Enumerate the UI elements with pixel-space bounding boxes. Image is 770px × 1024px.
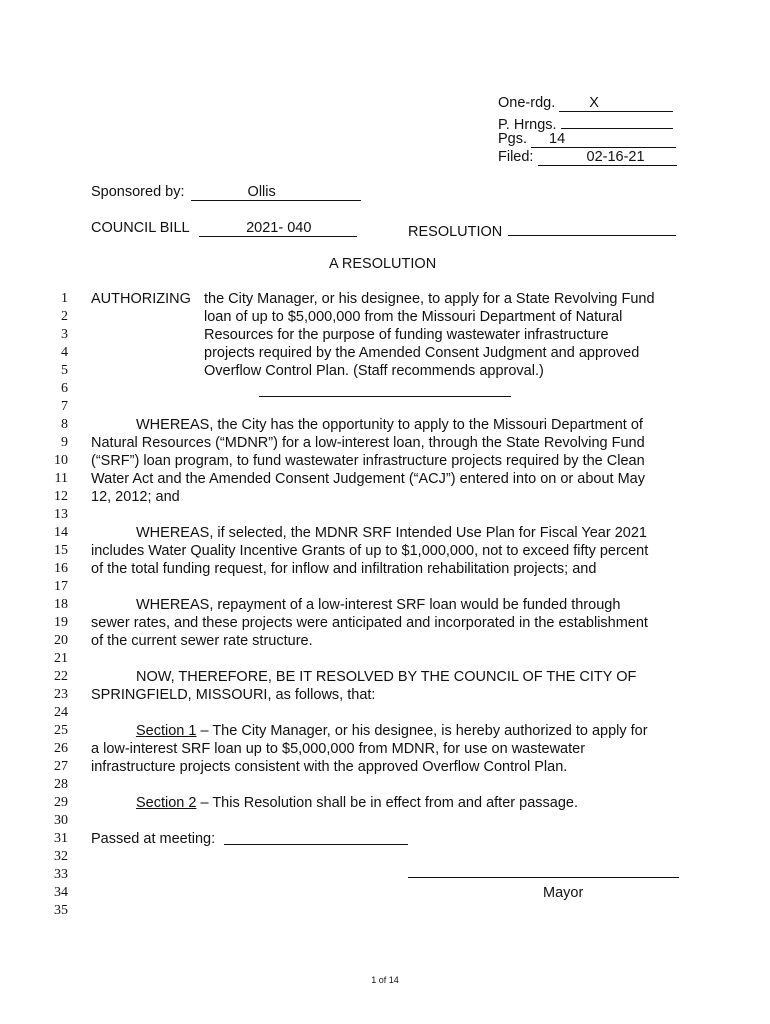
council-bill-label: COUNCIL BILL (91, 220, 190, 236)
line-number: 34 (54, 885, 68, 900)
line-number: 10 (54, 453, 68, 468)
line-number: 23 (54, 687, 68, 702)
line-number: 2 (61, 309, 68, 324)
one-rdg-row (498, 94, 673, 112)
line-number: 4 (61, 345, 68, 360)
resolution-field (508, 219, 676, 236)
line-number: 8 (61, 417, 68, 432)
line-number: 27 (54, 759, 68, 774)
authorizing-line: projects required by the Amended Consent Judgment and approved (204, 345, 640, 361)
line-number: 14 (54, 525, 68, 540)
section-2-line (136, 794, 578, 812)
resolved-line: SPRINGFIELD, MISSOURI, as follows, that: (91, 687, 376, 703)
p-hrngs-field (561, 112, 673, 129)
whereas-1-line: (“SRF”) loan program, to fund wastewater infrastructure projects required by the Clean (91, 453, 645, 469)
whereas-1-line: WHEREAS, the City has the opportunity to apply to the Missouri Department of (136, 417, 643, 433)
authorizing-line: Overflow Control Plan. (Staff recommends approval.) (204, 363, 544, 379)
whereas-2-line: of the total funding request, for inflow and infiltration rehabilitation projects; and (91, 561, 597, 577)
filed-label: Filed: (498, 149, 534, 165)
whereas-3-line: WHEREAS, repayment of a low-interest SRF loan would be funded through (136, 597, 621, 613)
pgs-row (498, 130, 676, 148)
mayor-label: Mayor (543, 885, 584, 901)
filed-value: 02-16-21 (586, 149, 645, 165)
resolved-line: NOW, THEREFORE, BE IT RESOLVED BY THE COUNCIL OF THE CITY OF (136, 669, 637, 685)
line-number: 21 (54, 651, 68, 666)
line-number: 31 (54, 831, 68, 846)
line-number: 33 (54, 867, 68, 882)
council-bill-row (91, 219, 357, 237)
resolution-label: RESOLUTION (408, 224, 503, 240)
line-number: 3 (61, 327, 68, 342)
line-number: 16 (54, 561, 68, 576)
line-number: 35 (54, 903, 68, 918)
sponsor-field (191, 184, 361, 201)
whereas-1-line: Water Act and the Amended Consent Judgement (“ACJ”) entered into on or about May (91, 471, 645, 487)
line-number: 30 (54, 813, 68, 828)
sponsor-label: Sponsored by: (91, 184, 185, 200)
section-1-line: infrastructure projects consistent with the approved Overflow Control Plan. (91, 759, 568, 775)
authorizing-divider (259, 396, 511, 397)
filed-row (498, 148, 677, 166)
section-2-label: Section 2 (136, 795, 197, 811)
line-number: 13 (54, 507, 68, 522)
resolution-row (408, 219, 676, 241)
line-number: 7 (61, 399, 68, 414)
p-hrngs-label: P. Hrngs. (498, 117, 557, 133)
pgs-field (531, 131, 676, 148)
whereas-3-line: of the current sewer rate structure. (91, 633, 313, 649)
section-1-line: a low-interest SRF loan up to $5,000,000 from MDNR, for use on wastewater (91, 741, 586, 757)
council-bill-field (199, 220, 357, 237)
line-number: 15 (54, 543, 68, 558)
passed-at-meeting-label: Passed at meeting: (91, 831, 216, 847)
line-number: 11 (54, 471, 68, 486)
line-number: 24 (54, 705, 68, 720)
whereas-1-line: 12, 2012; and (91, 489, 180, 505)
line-number: 18 (54, 597, 68, 612)
sponsor-row (91, 183, 361, 201)
authorizing-line: loan of up to $5,000,000 from the Missouri Department of Natural (204, 309, 623, 325)
line-number: 26 (54, 741, 68, 756)
whereas-1-line: Natural Resources (“MDNR”) for a low-interest loan, through the State Revolving Fund (91, 435, 645, 451)
pgs-value: 14 (549, 131, 566, 147)
whereas-3-line: sewer rates, and these projects were anticipated and incorporated in the establishment (91, 615, 648, 631)
line-number: 12 (54, 489, 68, 504)
authorizing-word: AUTHORIZING (91, 291, 191, 307)
one-rdg-field (559, 95, 673, 112)
line-number: 20 (54, 633, 68, 648)
council-bill-value: 2021- 040 (246, 220, 312, 236)
line-number: 6 (61, 381, 68, 396)
line-number: 25 (54, 723, 68, 738)
line-number: 9 (61, 435, 68, 450)
one-rdg-label: One-rdg. (498, 95, 556, 111)
document-title: A RESOLUTION (329, 256, 437, 272)
authorizing-line: Resources for the purpose of funding wastewater infrastructure (204, 327, 609, 343)
filed-field (538, 149, 677, 166)
section-2-text: – This Resolution shall be in effect from and after passage. (196, 795, 578, 811)
sponsor-value: Ollis (247, 184, 276, 200)
page-footer: 1 of 14 (371, 975, 399, 985)
line-number: 17 (54, 579, 68, 594)
one-rdg-value: X (589, 95, 599, 111)
whereas-2-line: WHEREAS, if selected, the MDNR SRF Intended Use Plan for Fiscal Year 2021 (136, 525, 647, 541)
passed-at-meeting-line (224, 844, 408, 845)
section-1-label: Section 1 (136, 723, 197, 739)
line-number: 1 (61, 291, 68, 306)
line-number: 22 (54, 669, 68, 684)
line-number: 5 (61, 363, 68, 378)
line-number: 28 (54, 777, 68, 792)
line-number: 29 (54, 795, 68, 810)
line-number: 19 (54, 615, 68, 630)
pgs-label: Pgs. (498, 131, 528, 147)
mayor-signature-line (408, 877, 679, 878)
authorizing-line: the City Manager, or his designee, to apply for a State Revolving Fund (204, 291, 655, 307)
section-1-text: – The City Manager, or his designee, is hereby authorized to apply for (196, 723, 648, 739)
line-number: 32 (54, 849, 68, 864)
section-1-line (136, 722, 648, 740)
whereas-2-line: includes Water Quality Incentive Grants of up to $1,000,000, not to exceed fifty percent (91, 543, 649, 559)
